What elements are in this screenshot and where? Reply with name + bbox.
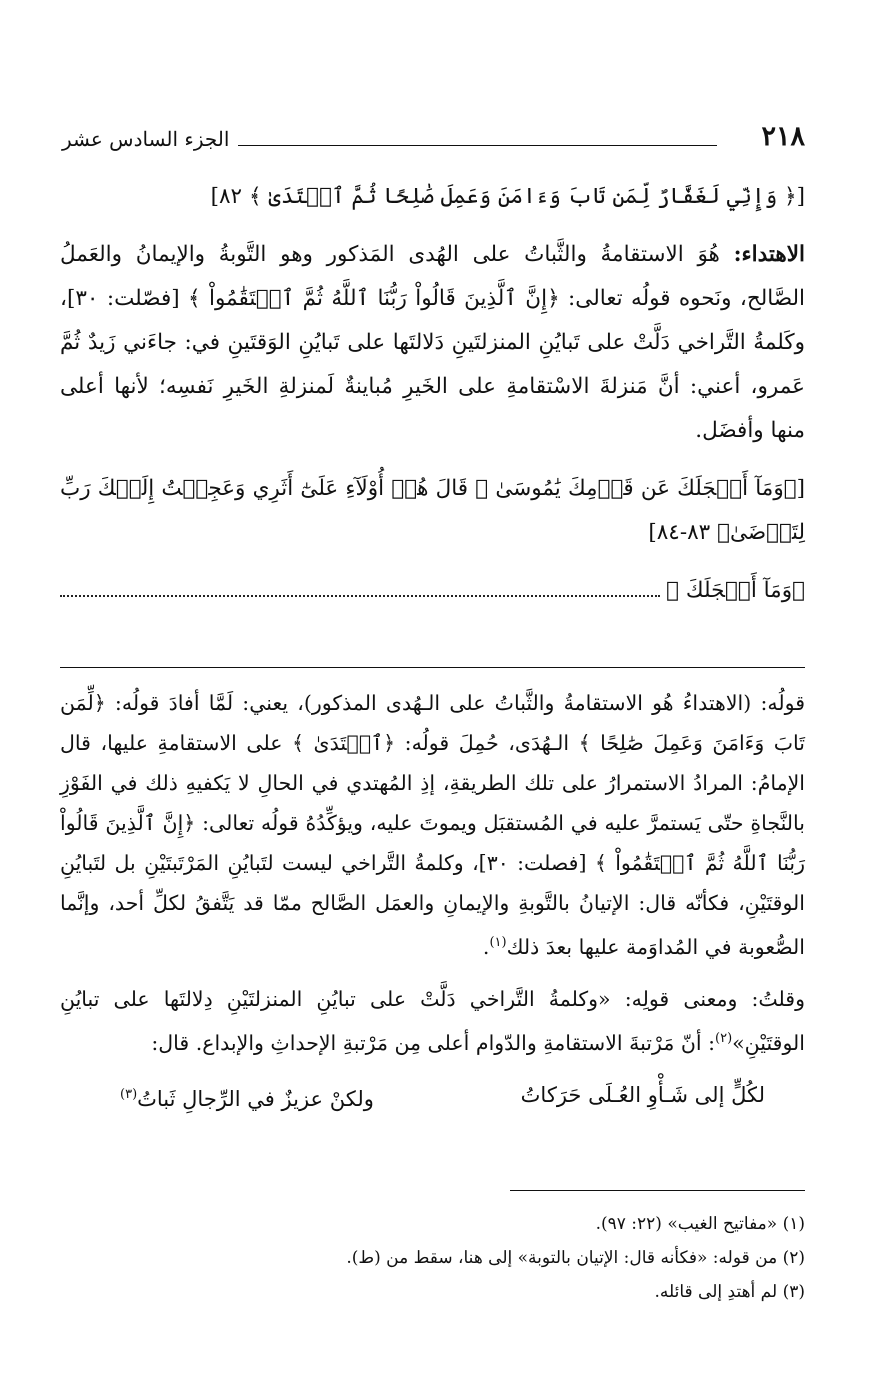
verse-82: [﴿ وَإِنِّي لَغَفَّارٌ لِّمَن تَابَ وَءَامَنَ وَعَمِلَ صَٰلِحًا ثُمَّ ٱهۡتَدَىٰ ﴾ ٨٢]	[210, 184, 805, 209]
footnote-ref-2: (٢)	[715, 1030, 733, 1046]
commentary-paragraph-2-text: وقلتُ: ومعنى قولِه: «وكلمةُ التَّراخي دَلَّتْ على تبايُنِ المنزلتَيْنِ دِلالتَها على تبايُنِ الوقتَيْنِ»	[60, 986, 805, 1055]
footnote-rule	[510, 1190, 805, 1191]
commentary-paragraph-1: قولُه: (الاهتداءُ هُو الاستقامةُ والثَّباتُ على الـهُدى المذكور)، يعني: لَمَّا أفادَ قولُه: ﴿لِّمَن تَابَ وَءَامَنَ وَعَمِلَ صَٰلِحًا ﴾ الـهُدَى، حُمِلَ قولُه: ﴿ٱهۡتَدَىٰ ﴾ على الاستقامةِ عليها، قال الإمامُ: المرادُ الاستمرارُ على تلك الطريقةِ، إذِ المُهتدي في الحالِ لا يَكفيهِ ذلك في الفَوْزِ بالنَّجاةِ حتّى يَستمرَّ عليه في المُستقبَل ويموتَ عليه، ويؤكِّدُهُ قولُه تعالى: ﴿إِنَّ ٱلَّذِينَ قَالُواْ رَبُّنَا ٱللَّهُ ثُمَّ ٱسۡتَقَٰمُواْ ﴾ [فصلت: ٣٠]، وكلمةُ التَّراخي ليست لتَبايُنِ المَرْتَبتَيْنِ بل لتَبايُنِ الوقتَيْنِ، فكأنّه قال: الإتيانُ بالتَّوبةِ والإيمانِ والعمَل الصَّالح ممّا قد يَتَّفقُ لكلِّ أحد، وإنَّما الصُّعوبة في المُداوَمة عليها بعدَ ذلك$^{(١)}$.	[60, 691, 805, 959]
footnote-ref-3: (٣)	[120, 1086, 138, 1102]
poem-verse	[60, 1075, 805, 1119]
commentary-divider	[60, 667, 805, 668]
dotted-leader	[60, 575, 660, 597]
running-title: الجزء السادس عشر	[62, 127, 230, 151]
header-rule	[238, 145, 717, 146]
verse-83-84: [﴿وَمَآ أَعۡجَلَكَ عَن قَوۡمِكَ يَٰمُوسَىٰ ۞ قَالَ هُمۡ أُوْلَآءِ عَلَىٰٓ أَثَرِي وَعَجِلۡتُ إِلَيۡكَ رَبِّ لِتَرۡضَىٰ﴾ ٨٣-٨٤]	[60, 476, 805, 545]
term-ihtida: الاهتداء:	[733, 242, 805, 267]
main-text	[60, 175, 805, 613]
quote-start: ﴿وَمَآ أَعۡجَلَكَ ﴾	[666, 578, 805, 603]
footnote-1: (١) «مفاتيح الغيب» (٢٢: ٩٧).	[595, 1214, 805, 1234]
commentary-paragraph-2-end: : أنّ مَرْتبةَ الاستقامةِ والدّوام أعلى مِن مَرْتبةِ الإحداثِ والإبداع. قال:	[151, 1030, 715, 1055]
commentary	[60, 683, 805, 1119]
poem-hemistich-2	[120, 1075, 374, 1119]
page-header	[60, 115, 805, 159]
footnote-3: (٣) لم أهتدِ إلى قائله.	[654, 1282, 805, 1302]
commentary-paragraph-1-text: قولُه: (الاهتداءُ هُو الاستقامةُ والثَّباتُ على الـهُدى المذكور)، يعني: لَمَّا أفادَ قولُه: ﴿لِّمَن تَابَ وَءَامَنَ وَعَمِلَ صَٰلِحًا ﴾ الـهُدَى، حُمِلَ قولُه: ﴿ٱهۡتَدَىٰ ﴾ على الاستقامةِ عليها، قال الإمامُ: المرادُ الاستمرارُ على تلك الطريقةِ، إذِ المُهتدي في الحالِ لا يَكفيهِ ذلك في الفَوْزِ بالنَّجاةِ حتّى يَستمرَّ عليه في المُستقبَل ويموتَ عليه، ويؤكِّدُهُ قولُه تعالى: ﴿إِنَّ ٱلَّذِينَ قَالُواْ رَبُّنَا ٱللَّهُ ثُمَّ ٱسۡتَقَٰمُواْ ﴾ [فصلت: ٣٠]، وكلمةُ التَّراخي ليست لتَبايُنِ المَرْتَبتَيْنِ بل لتَبايُنِ الوقتَيْنِ، فكأنّه قال: الإتيانُ بالتَّوبةِ والإيمانِ والعمَل الصَّالح ممّا قد يَتَّفقُ لكلِّ أحد، وإنَّما الصُّعوبة في المُداوَمة عليها بعدَ ذلك	[60, 691, 805, 959]
tafsir-paragraph	[60, 233, 805, 453]
book-page	[60, 115, 805, 1365]
footnote-2: (٢) من قوله: «فكأنه قال: الإتيان بالتوبة» إلى هنا، سقط من (ط).	[346, 1248, 805, 1268]
quote-start-line	[60, 569, 805, 613]
poem-hemistich-1: لكُلٍّ إلى شَـأْوِ العُـلَى حَرَكاتُ	[520, 1082, 765, 1107]
footnotes	[60, 1207, 805, 1309]
poem-hemistich-2-text: ولكنْ عزيزٌ في الرِّجالِ ثَباتُ	[137, 1086, 374, 1111]
tafsir-paragraph-text: هُوَ الاستقامةُ والثَّباتُ على الهُدى المَذكور وهو التَّوبةُ والإيمانُ والعَملُ الصَّالح، ونَحوه قولُه تعالى: ﴿إِنَّ ٱلَّذِينَ قَالُواْ رَبُّنَا ٱللَّهُ ثُمَّ ٱسۡتَقَٰمُواْ ﴾ [فصّلت: ٣٠]، وكَلمةُ التَّراخي دَلَّتْ على تَبايُنِ المنزلتَينِ دَلالتَها على تَبايُنِ الوَقتَينِ في: جاءَني زَيدٌ ثُمَّ عَمرو، أعني: أنَّ مَنزلةَ الاسْتقامةِ على الخَيرِ مُباينةٌ لَمنزلةِ الخَيرِ نَفسِه؛ لأنها أعلى منها وأفضَل.	[60, 242, 805, 443]
page-number: ٢١٨	[761, 121, 805, 152]
footnote-ref-1: (١)	[489, 935, 507, 950]
commentary-paragraph-2	[60, 979, 805, 1063]
